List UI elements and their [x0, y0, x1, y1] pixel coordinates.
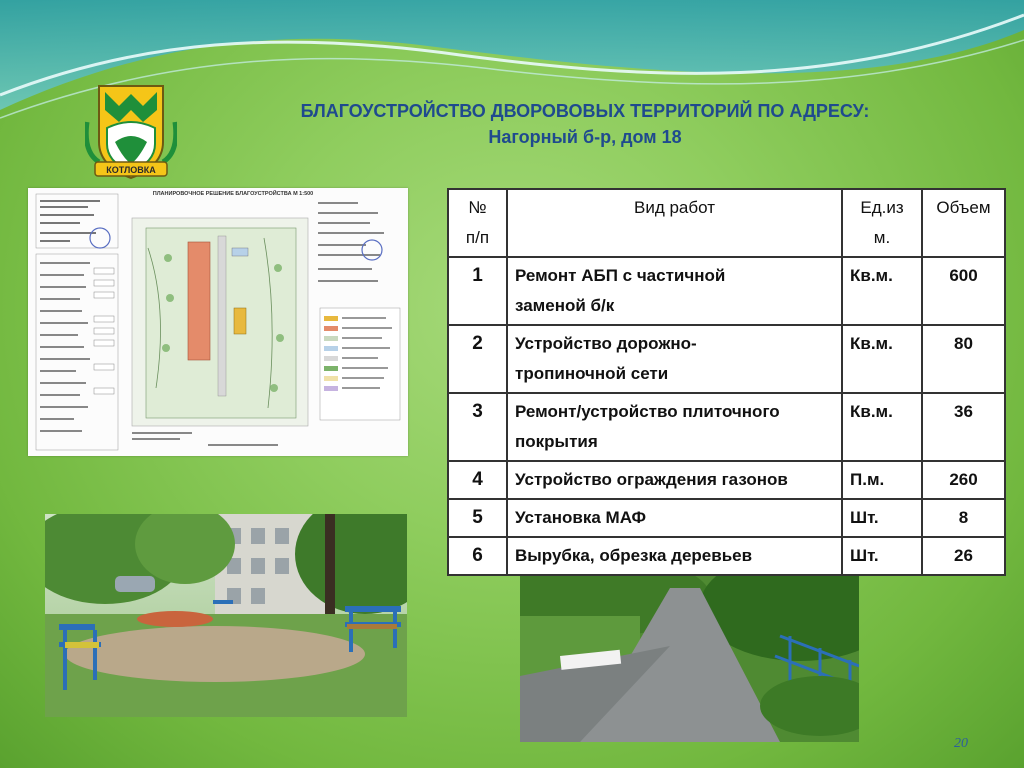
row-volume: 80: [922, 325, 1005, 393]
row-volume: 36: [922, 393, 1005, 461]
table-row: [448, 461, 1005, 499]
header-unit: [842, 189, 922, 257]
row-work: Установка МАФ: [507, 499, 842, 537]
row-work-line: тропиночной сети: [515, 364, 669, 383]
row-work: Вырубка, обрезка деревьев: [507, 537, 842, 575]
row-number: 5: [448, 499, 507, 537]
page-number: 20: [954, 736, 968, 751]
row-unit: Кв.м.: [842, 257, 922, 325]
courtyard-photo: [45, 514, 407, 717]
row-number: 2: [448, 325, 507, 393]
table-row: [448, 257, 1005, 325]
row-unit: Шт.: [842, 499, 922, 537]
header-unit-line1: Ед.из: [860, 198, 904, 217]
row-volume: 260: [922, 461, 1005, 499]
row-volume: 26: [922, 537, 1005, 575]
path-photo: [520, 576, 859, 742]
row-number: 1: [448, 257, 507, 325]
table-row: [448, 499, 1005, 537]
row-number: 3: [448, 393, 507, 461]
row-work-line: Устройство дорожно-: [515, 334, 697, 353]
row-work-line: покрытия: [515, 432, 598, 451]
row-unit: Кв.м.: [842, 393, 922, 461]
emblem-ribbon-text: КОТЛОВКА: [106, 165, 156, 175]
header-num: [448, 189, 507, 257]
row-work: [507, 325, 842, 393]
row-number: 6: [448, 537, 507, 575]
header-work: Вид работ: [507, 189, 842, 257]
table-row: [448, 537, 1005, 575]
header-num-line2: п/п: [465, 228, 490, 247]
row-unit: Шт.: [842, 537, 922, 575]
row-volume: 8: [922, 499, 1005, 537]
row-work: Устройство ограждения газонов: [507, 461, 842, 499]
district-emblem: [85, 82, 177, 182]
plan-heading: ПЛАНИРОВОЧНОЕ РЕШЕНИЕ БЛАГОУСТРОЙСТВА М 1:500: [152, 191, 314, 197]
address-line: Нагорный б-р, дом 18: [488, 127, 682, 147]
header-num-line1: №: [468, 198, 487, 217]
row-volume: 600: [922, 257, 1005, 325]
table-row: [448, 325, 1005, 393]
title-line: БЛАГОУСТРОЙСТВО ДВОРОВОВЫХ ТЕРРИТОРИЙ ПО АДРЕСУ:: [300, 101, 870, 121]
row-unit: Кв.м.: [842, 325, 922, 393]
row-unit: П.м.: [842, 461, 922, 499]
row-number: 4: [448, 461, 507, 499]
row-work: [507, 393, 842, 461]
slide-title: [220, 98, 950, 150]
table-row: [448, 393, 1005, 461]
works-table: [447, 188, 1006, 576]
row-work-line: Ремонт АБП с частичной: [515, 266, 726, 285]
header-unit-line2: м.: [873, 228, 891, 247]
table-header-row: [448, 189, 1005, 257]
row-work-line: заменой б/к: [515, 296, 615, 315]
planning-drawing: [28, 188, 408, 456]
header-volume: Объем: [922, 189, 1005, 257]
row-work-line: Ремонт/устройство плиточного: [515, 402, 780, 421]
row-work: [507, 257, 842, 325]
